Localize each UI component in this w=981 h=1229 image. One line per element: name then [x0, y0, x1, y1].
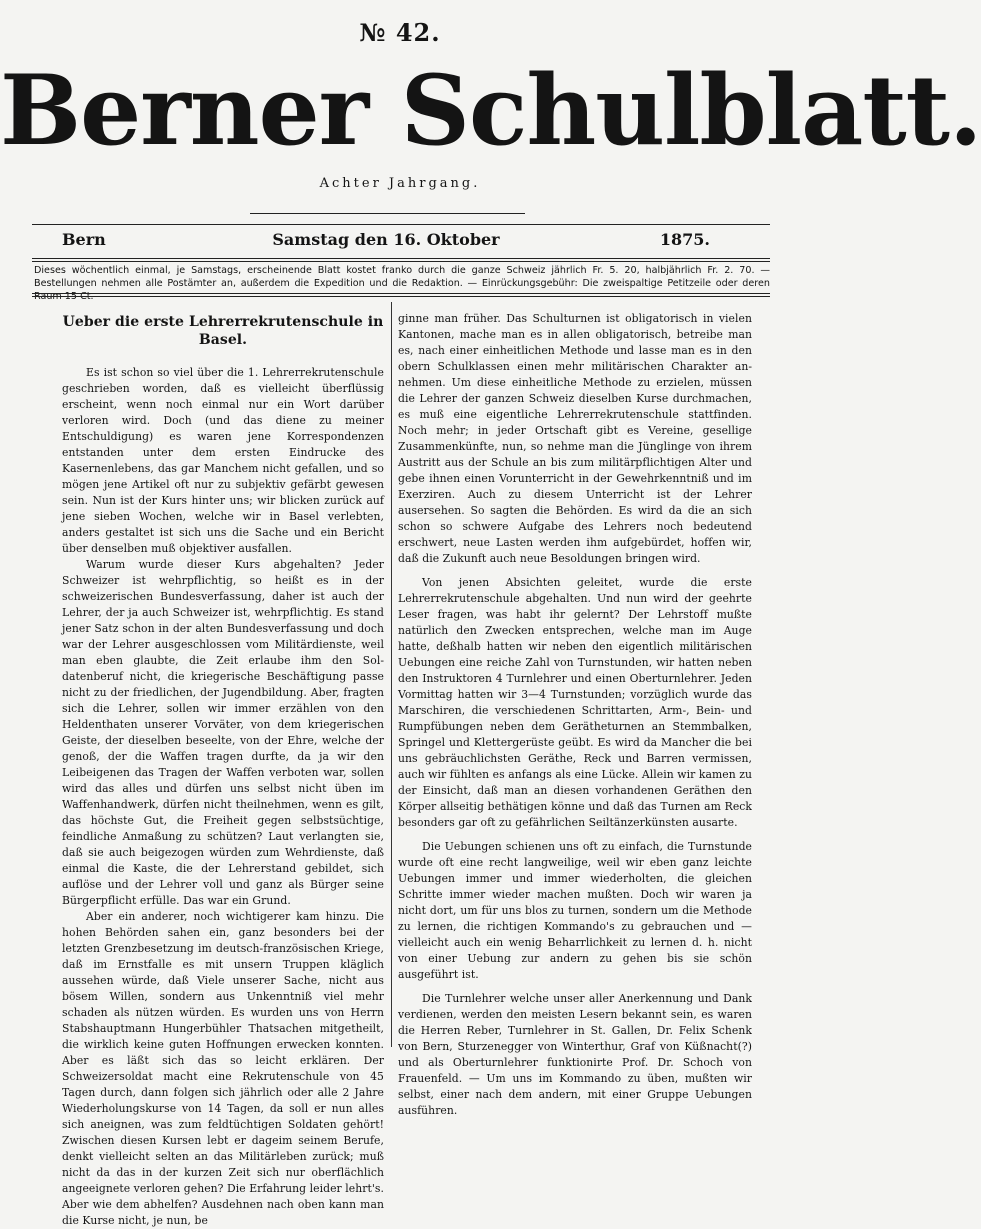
- dateline: [62, 230, 710, 250]
- notice-top-rule: [32, 258, 770, 259]
- article-title: Ueber die erste Lehrerrekrutenschule in Basel.: [62, 314, 384, 348]
- notice-bottom-rule: [32, 293, 770, 294]
- volume-rule: [250, 213, 525, 214]
- dateline-place: Bern: [62, 230, 106, 249]
- subscription-notice: Dieses wöchentlich einmal, je Samstags, erscheinende Blatt kostet franko durch die ganze Schweiz jährlich Fr. 5. 20, halbjährlich Fr. 2. 70. — Bestellungen nehmen alle Postämter an, außerdem die Expedition und die Redaktion. — Einrückungsgebühr: Die zweispaltige Petitzeile oder deren Raum 15 Ct.: [34, 265, 770, 302]
- dateline-top-rule: [32, 224, 770, 225]
- dateline-date: Samstag den 16. Oktober: [272, 230, 500, 249]
- volume-line: Achter Jahrgang.: [319, 176, 481, 191]
- article-column-1: [62, 313, 384, 1229]
- paragraph: Aber ein anderer, noch wichtigerer kam hinzu. Die hohen Behörden sahen ein, ganz besonders bei der letzten Grenzbesetzung im deutsch-französischen Kriege, daß im Ernstfalle es mit unsern Truppen kläglich aussehen würde, daß Viele unserer Sache, nicht aus bösem Willen, sondern aus Unkenntniß viel mehr schaden als nützen würden. Es wurden uns von Herrn Stabshauptmann Hungerbühler Thatsachen mitgetheilt, die wirklich keine guten Hoffnungen erwecken konnten. Aber es läßt sich das so leicht erklären. Der Schweizersoldat macht eine Rekrutenschule von 45 Tagen durch, dann folgen sich jährlich oder alle 2 Jahre Wiederholungskurse von 14 Tagen, da soll er nun alles sich aneignen, was zum feldtüchtigen Soldaten gehört! Zwischen diesen Kursen lebt er dageim seinem Berufe, denkt vielleicht selten an das Militärleben zurück; muß nicht da das in der kurzen Zeit sich nur oberflächlich angeeignete verloren gehen? Die Erfahrung leider lehrt's. Aber wie dem abhelfen? Ausdehnen nach oben kann man die Kurse nicht, je nun, be: [62, 910, 384, 1227]
- notice-bottom-rule-2: [32, 296, 770, 297]
- column-divider: [391, 302, 392, 1047]
- masthead-title: Berner Schulblatt.: [0, 54, 981, 167]
- dateline-year: 1875.: [659, 230, 710, 249]
- paragraph: Die Turnlehrer welche unser aller Anerkennung und Dank verdienen, werden den meisten Lesern bekannt sein, es waren die Herren Reber, Turnlehrer in St. Gallen, Dr. Felix Schenk von Bern, Sturzenegger von Winterthur, Graf von Küßnacht(?) und als Oberturnlehrer funktionirte Prof. Dr. Schoch von Frauenfeld. — Um uns im Kommando zu üben, mußten wir selbst, einer nach dem andern, mit einer Gruppe Uebungen ausführen.: [398, 992, 752, 1117]
- paragraph: Von jenen Absichten geleitet, wurde die erste Lehrerrekrutenschule abgehalten. Und nun wird der geehrte Leser fragen, was habt ihr gelernt? Der Lehrstoff mußte natürlich den Zwecken entsprechen, welche man im Auge hatte, deßhalb hatten wir neben den eigentlich militärischen Uebungen eine reiche Zahl von Turnstunden, wir hatten neben den Instruktoren 4 Turnlehrer und einen Oberturnlehrer. Jeden Vormittag hatten wir 3—4 Turnstunden; vorzüglich wurde das Marschiren, die verschiedenen Schrittarten, Arm-, Bein- und Rumpfübungen neben dem Gerätheturnen an Stemmbalken, Springel und Klettergerüste geübt. Es wird da Mancher die bei uns gebräuchlichsten Geräthe, Reck und Barren vermissen, auch wir fühlten es anfangs als eine Lücke. Allein wir kamen zu der Einsicht, daß man an diesen vorhandenen Geräthen den Körper allseitig bethätigen könne und daß das Turnen am Reck besonders gar oft zu gefährlichen Seiltänzerkünsten ausarte.: [398, 576, 752, 829]
- paragraph: ginne man früher. Das Schulturnen ist obligatorisch in vielen Kantonen, mache man es in allen obligatorisch, betreibe man es, nach einer einheitlichen Methode und lasse man es in den obern Schulklassen einen mehr militärischen Charakter annehmen. Um diese einheitliche Methode zu erzielen, müssen die Lehrer der ganzen Schweiz dieselben Kurse durchmachen, es muß eine eigentliche Lehrerrekrutenschule stattfinden. Noch mehr; in jeder Ortschaft gibt es Vereine, gesellige Zusammenkünfte, nun, so nehme man die Jünglinge von ihrem Austritt aus der Schule an bis zum militärpflichtigen Alter und gebe ihnen einen Vorunterricht in der Gewehrkenntniß und im Exerziren. Auch zu diesem Unterricht ist der Lehrer ausersehen. So sagten die Behörden. Es wird da die an sich schon so schwere Aufgabe des Lehrers noch bedeutend erschwert, neue Lasten werden ihm aufgebürdet, hoffen wir, daß die Zukunft auch neue Besoldungen bringen wird.: [398, 312, 752, 565]
- issue-number: № 42.: [359, 18, 441, 47]
- article-column-2: [398, 311, 752, 1119]
- notice-top-rule-2: [32, 261, 770, 262]
- paragraph: Warum wurde dieser Kurs abgehalten? Jeder Schweizer ist wehrpflichtig, so heißt es in der schweizerischen Bundesverfassung, daher ist auch der Lehrer, der ja auch Schweizer ist, wehrpflichtig. Es stand jener Satz schon in der alten Bundesverfassung und doch war der Lehrer ausgeschlossen vom Militärdienste, weil man eben glaubte, die Zeit erlaube ihm den Soldatenberuf nicht, die kriegerische Beschäftigung passe nicht zu der friedlichen, der Jugendbildung. Aber, fragten sich die Lehrer, sollen wir immer erzählen von den Heldenthaten unserer Vorväter, von dem kriegerischen Geiste, der dieselben beseelte, von der Ehre, welche der genoß, der die Waffen tragen durfte, da ja wir den Leibeigenen das Tragen der Waffen verboten war, sollen wird das alles und dürfen uns selbst nicht üben im Waffenhandwerk, dürfen nicht theilnehmen, wenn es gilt, das höchste Gut, die Freiheit gegen selbstsüchtige, feindliche Anmaßung zu schützen? Laut verlangten sie, daß sie auch beigezogen würden zum Wehrdienste, daß einmal die Kaste, die der Lehrerstand gebildet, sich auflöse und der Lehrer voll und ganz als Bürger seine Bürgerpflicht erfülle. Das war ein Grund.: [62, 558, 384, 907]
- paragraph: Es ist schon so viel über die 1. Lehrerrekrutenschule geschrieben worden, daß es vielleicht überflüssig erscheint, wenn noch einmal nur ein Wort darüber verloren wird. Doch (und das diene zu meiner Entschuldigung) es waren jene Korrespondenzen entstanden unter dem ersten Eindrucke des Kasernenlebens, das gar Manchem nicht gefallen, und so mögen jene Artikel oft nur zu subjektiv gefärbt gewesen sein. Nun ist der Kurs hinter uns; wir blicken zurück auf jene sieben Wochen, welche wir in Basel verlebten, anders gestaltet ist sich uns die Sache und ein Bericht über denselben muß objektiver ausfallen.: [62, 366, 384, 555]
- paragraph: Die Uebungen schienen uns oft zu einfach, die Turnstunde wurde oft eine recht langweilige, weil wir eben ganz leichte Uebungen immer und immer wiederholten, die gleichen Schritte immer wieder machen mußten. Doch wir waren ja nicht dort, um für uns blos zu turnen, sondern um die Methode zu lernen, die richtigen Kommando's zu gebrauchen und — vielleicht auch ein wenig Beharrlichkeit zu lernen d. h. nicht von einer Uebung zur andern zu gehen bis sie schön ausgeführt ist.: [398, 840, 752, 981]
